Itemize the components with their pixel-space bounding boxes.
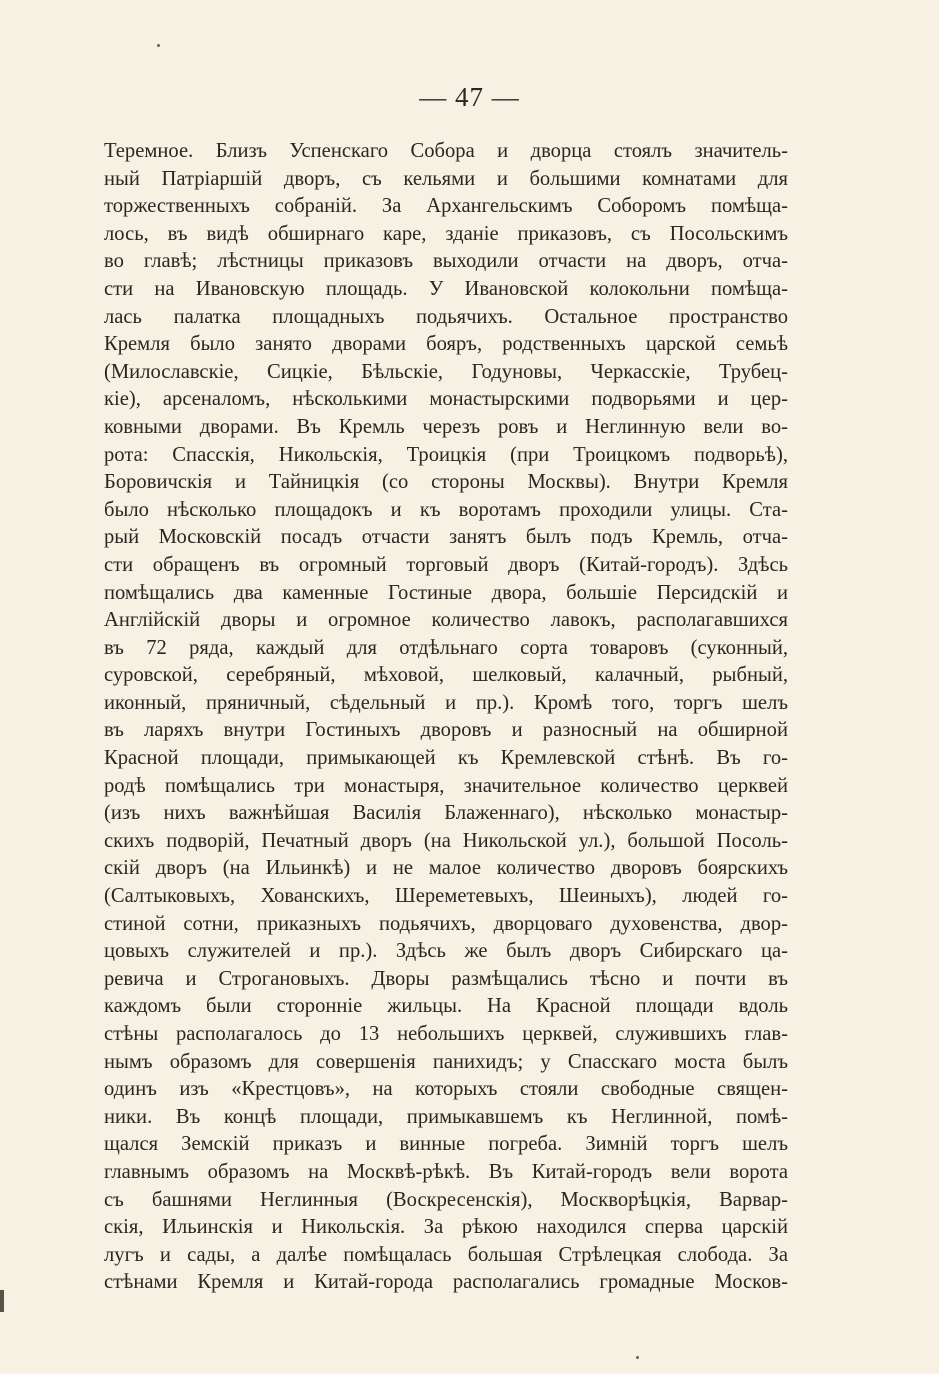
text-line: иконный, пряничный, сѣдельный и пр.). Кромѣ того, торгъ шелъ xyxy=(104,691,788,714)
text-line: сти на Ивановскую площадь. У Ивановской колокольни помѣща- xyxy=(104,277,788,300)
text-line: сти обращенъ въ огромный торговый дворъ (Китай-городъ). Здѣсь xyxy=(104,553,788,576)
text-line: Красной площади, примыкающей къ Кремлевской стѣнѣ. Въ го- xyxy=(104,747,788,770)
page-number: — 47 — xyxy=(419,82,520,112)
text-line: рота: Спасскія, Никольскія, Троицкія (при Троицкомъ подворьѣ), xyxy=(104,443,788,466)
text-line: помѣщались два каменные Гостиные двора, большіе Персидскій и xyxy=(104,581,788,604)
paper-speck xyxy=(157,44,160,47)
text-line: торжественныхъ собраній. За Архангельскимъ Соборомъ помѣща- xyxy=(104,195,788,218)
text-line: съ башнями Неглинныя (Воскресенскія), Москворѣцкія, Варвар- xyxy=(104,1188,788,1211)
text-line: (Милославскіе, Сицкіе, Бѣльскіе, Годуновы, Черкасскіе, Трубец- xyxy=(104,360,788,383)
text-line: скихъ подворій, Печатный дворъ (на Никольской ул.), большой Посоль- xyxy=(104,829,788,852)
text-line: нымъ образомъ для совершенія панихидъ; у Спасскаго моста былъ xyxy=(104,1050,788,1073)
text-line: лугъ и сады, а далѣе помѣщалась большая Стрѣлецкая слобода. За xyxy=(104,1243,788,1266)
text-line: стѣны располагалось до 13 небольшихъ церквей, служившихъ глав- xyxy=(104,1023,788,1045)
text-line: одинъ изъ «Крестцовъ», на которыхъ стояли свободные священ- xyxy=(104,1078,788,1101)
text-line: Кремля было занято дворами бояръ, родственныхъ царской семьѣ xyxy=(104,333,788,356)
text-line: цовыхъ служителей и пр.). Здѣсь же былъ дворъ Сибирскаго ца- xyxy=(104,940,788,963)
text-line: Боровичскія и Тайницкія (со стороны Москвы). Внутри Кремля xyxy=(104,471,788,494)
text-line: Теремное. Близъ Успенскаго Собора и дворца стоялъ значитель- xyxy=(104,140,788,162)
text-line: родѣ помѣщались три монастыря, значительное количество церквей xyxy=(104,774,788,797)
text-line: щался Земскій приказъ и винные погреба. Зимній торгъ шелъ xyxy=(104,1133,788,1156)
text-line: ники. Въ концѣ площади, примыкавшемъ къ Неглинной, помѣ- xyxy=(104,1105,788,1128)
text-line: скія, Ильинскія и Никольскія. За рѣкою находился сперва царскій xyxy=(104,1216,788,1239)
text-line: въ 72 ряда, каждый для отдѣльнаго сорта товаровъ (суконный, xyxy=(104,636,788,659)
text-line: стиной сотни, приказныхъ подьячихъ, дворцоваго духовенства, двор- xyxy=(104,912,788,935)
page-edge-mark xyxy=(0,1290,4,1312)
text-line: ковными дворами. Въ Кремль черезъ ровъ и Неглинную вели во- xyxy=(104,415,788,438)
text-line: каждомъ были сторонніе жильцы. На Красной площади вдоль xyxy=(104,995,788,1018)
text-line: лось, въ видѣ обширнаго каре, зданіе приказовъ, съ Посольскимъ xyxy=(104,222,788,245)
text-line: (изъ нихъ важнѣйшая Василія Блаженнаго), нѣсколько монастыр- xyxy=(104,802,788,825)
text-line: во главѣ; лѣстницы приказовъ выходили отчасти на дворъ, отча- xyxy=(104,250,788,273)
paper-speck xyxy=(636,1356,639,1359)
text-line: ревича и Строгановыхъ. Дворы размѣщались тѣсно и почти въ xyxy=(104,967,788,990)
body-text xyxy=(104,138,788,1297)
text-line: скій дворъ (на Ильинкѣ) и не малое количество дворовъ боярскихъ xyxy=(104,857,788,880)
text-line: суровской, серебряный, мѣховой, шелковый, калачный, рыбный, xyxy=(104,664,788,687)
text-line: кіе), арсеналомъ, нѣсколькими монастырскими подворьями и цер- xyxy=(104,388,788,411)
text-line: главнымъ образомъ на Москвѣ-рѣкѣ. Въ Китай-городъ вели ворота xyxy=(104,1160,788,1183)
text-line: стѣнами Кремля и Китай-города располагались громадные Москов- xyxy=(104,1271,788,1294)
text-line: Англійскій дворы и огромное количество лавокъ, располагавшихся xyxy=(104,609,788,632)
text-line: въ ларяхъ внутри Гостиныхъ дворовъ и разносный на обширной xyxy=(104,719,788,742)
text-line: (Салтыковыхъ, Хованскихъ, Шереметевыхъ, Шеиныхъ), людей го- xyxy=(104,885,788,908)
text-line: было нѣсколько площадокъ и къ воротамъ проходили улицы. Ста- xyxy=(104,498,788,521)
text-line: ный Патріаршій дворъ, съ кельями и большими комнатами для xyxy=(104,167,788,190)
text-line: лась палатка площадныхъ подьячихъ. Остальное пространство xyxy=(104,305,788,328)
text-line: рый Московскій посадъ отчасти занятъ былъ подъ Кремль, отча- xyxy=(104,526,788,549)
